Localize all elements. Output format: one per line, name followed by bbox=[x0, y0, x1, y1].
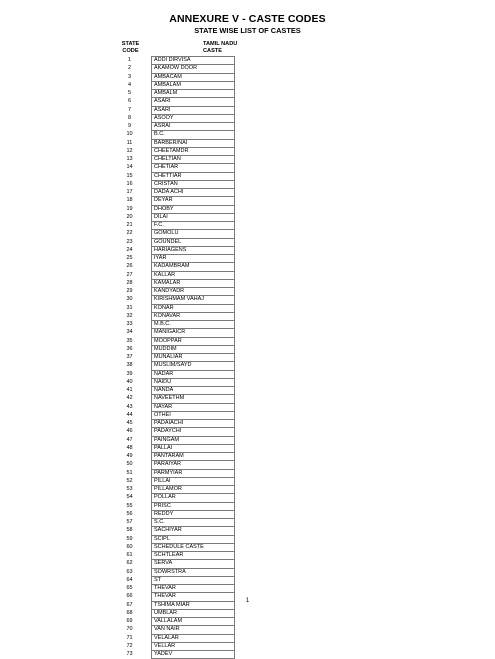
caste-name-cell: SOWRSTRA bbox=[152, 568, 235, 576]
caste-name-cell: DADA ACHI bbox=[152, 189, 235, 197]
caste-code-cell: 10 bbox=[126, 131, 133, 138]
table-row bbox=[108, 205, 235, 213]
caste-name-cell: NANDA bbox=[152, 387, 235, 395]
table-row bbox=[108, 469, 235, 477]
table-row bbox=[108, 337, 235, 345]
caste-code-cell: 33 bbox=[126, 321, 133, 328]
table-row bbox=[108, 189, 235, 197]
caste-name-cell: GOMOLU bbox=[152, 230, 235, 238]
caste-name-cell: NADAR bbox=[152, 370, 235, 378]
table-row bbox=[108, 73, 235, 81]
caste-name-cell: F.C. bbox=[152, 222, 235, 230]
caste-code-cell: 62 bbox=[126, 560, 133, 567]
table-row bbox=[108, 279, 235, 287]
caste-name-cell: BARBER/NAI bbox=[152, 139, 235, 147]
table-row bbox=[108, 436, 235, 444]
table-row bbox=[108, 354, 235, 362]
caste-name-cell: PILLAMOR bbox=[152, 486, 235, 494]
caste-name-cell: PADAYCHI bbox=[152, 428, 235, 436]
caste-code-cell: 46 bbox=[126, 428, 133, 435]
caste-name-cell: SCHEDULE CASTE bbox=[152, 543, 235, 551]
table-row bbox=[108, 98, 235, 106]
caste-code-cell: 56 bbox=[126, 510, 133, 517]
caste-code-cell: 27 bbox=[126, 271, 133, 278]
caste-name-cell: KALLAR bbox=[152, 271, 235, 279]
table-row bbox=[108, 90, 235, 98]
caste-name-cell: MUNALIAR bbox=[152, 354, 235, 362]
table-row bbox=[108, 552, 235, 560]
caste-name-cell: AMBALM bbox=[152, 90, 235, 98]
caste-name-cell: ASARI bbox=[152, 98, 235, 106]
table-row bbox=[108, 378, 235, 386]
caste-name-cell: AMBACAM bbox=[152, 73, 235, 81]
table-row bbox=[108, 263, 235, 271]
table-row bbox=[108, 642, 235, 650]
table-row bbox=[108, 222, 235, 230]
caste-name-cell: VELLAR bbox=[152, 642, 235, 650]
caste-name-cell: NAIDU bbox=[152, 378, 235, 386]
table-row bbox=[108, 527, 235, 535]
caste-code-cell: 70 bbox=[126, 626, 133, 633]
table-row bbox=[108, 395, 235, 403]
caste-code-cell: 55 bbox=[126, 502, 133, 509]
caste-name-cell: MOOPPAR bbox=[152, 337, 235, 345]
column-header-state-name: TAMIL NADU bbox=[203, 41, 238, 47]
caste-name-cell: POLLAR bbox=[152, 494, 235, 502]
caste-name-cell: KIRISHMAM VAHAJ bbox=[152, 296, 235, 304]
caste-name-cell: AKAMOW DOOR bbox=[152, 65, 235, 73]
caste-code-cell: 63 bbox=[126, 568, 133, 575]
caste-name-cell: CRISTAN bbox=[152, 180, 235, 188]
table-row bbox=[108, 329, 235, 337]
caste-name-cell: HARIAGENS bbox=[152, 246, 235, 254]
caste-name-cell: KONAVAR bbox=[152, 312, 235, 320]
caste-name-cell: PARAIYAR bbox=[152, 461, 235, 469]
caste-code-cell: 39 bbox=[126, 370, 133, 377]
caste-code-cell: 5 bbox=[127, 90, 132, 97]
caste-code-cell: 8 bbox=[127, 114, 132, 121]
caste-name-cell: PILLAI bbox=[152, 477, 235, 485]
caste-code-cell: 25 bbox=[126, 255, 133, 262]
caste-code-cell: 64 bbox=[126, 576, 133, 583]
caste-code-cell: 24 bbox=[126, 246, 133, 253]
caste-code-cell: 65 bbox=[126, 585, 133, 592]
caste-code-cell: 26 bbox=[126, 263, 133, 270]
caste-name-cell: UMBLAR bbox=[152, 609, 235, 617]
table-row bbox=[108, 403, 235, 411]
caste-code-cell: 2 bbox=[127, 65, 132, 72]
table-row bbox=[108, 387, 235, 395]
column-header-caste: CASTE bbox=[203, 48, 222, 54]
caste-name-cell: AMBALAM bbox=[152, 81, 235, 89]
caste-code-cell: 60 bbox=[126, 543, 133, 550]
table-row bbox=[108, 123, 235, 131]
column-header-state-code-line2: CODE bbox=[122, 48, 139, 54]
caste-code-cell: 30 bbox=[126, 296, 133, 303]
caste-code-cell: 38 bbox=[126, 362, 133, 369]
caste-name-cell: S.C. bbox=[152, 519, 235, 527]
table-row bbox=[108, 543, 235, 551]
caste-name-cell: ADDI DIRVISA bbox=[152, 57, 235, 65]
document-title: ANNEXURE V - CASTE CODES bbox=[169, 13, 326, 25]
caste-code-cell: 53 bbox=[126, 486, 133, 493]
caste-code-cell: 50 bbox=[126, 461, 133, 468]
table-row bbox=[108, 519, 235, 527]
table-row bbox=[108, 428, 235, 436]
caste-code-cell: 43 bbox=[126, 403, 133, 410]
table-row bbox=[108, 345, 235, 353]
table-row bbox=[108, 370, 235, 378]
caste-code-cell: 16 bbox=[126, 180, 133, 187]
table-row bbox=[108, 312, 235, 320]
caste-code-cell: 61 bbox=[126, 552, 133, 559]
caste-name-cell: PALLAI bbox=[152, 444, 235, 452]
caste-code-cell: 47 bbox=[126, 436, 133, 443]
caste-name-cell: DILAI bbox=[152, 213, 235, 221]
table-row bbox=[108, 271, 235, 279]
caste-code-cell: 54 bbox=[126, 494, 133, 501]
caste-code-cell: 15 bbox=[126, 172, 133, 179]
caste-code-cell: 31 bbox=[126, 304, 133, 311]
table-row bbox=[108, 131, 235, 139]
caste-code-cell: 73 bbox=[126, 651, 133, 658]
caste-name-cell: MANIGAICR bbox=[152, 329, 235, 337]
caste-code-cell: 29 bbox=[126, 288, 133, 295]
caste-code-cell: 32 bbox=[126, 312, 133, 319]
caste-name-cell: ST bbox=[152, 576, 235, 584]
caste-name-cell: CHEETAMDR bbox=[152, 147, 235, 155]
caste-name-cell: OTHEI bbox=[152, 411, 235, 419]
caste-code-cell: 48 bbox=[126, 444, 133, 451]
table-row bbox=[108, 576, 235, 584]
caste-code-cell: 68 bbox=[126, 609, 133, 616]
caste-name-cell: THEVAR bbox=[152, 593, 235, 601]
caste-name-cell: REDDY bbox=[152, 510, 235, 518]
caste-name-cell: ASRAI bbox=[152, 123, 235, 131]
table-row bbox=[108, 238, 235, 246]
caste-code-cell: 4 bbox=[127, 81, 132, 88]
caste-code-cell: 71 bbox=[126, 634, 133, 641]
caste-name-cell: SCHTLEAR bbox=[152, 552, 235, 560]
table-row bbox=[108, 486, 235, 494]
table-row bbox=[108, 626, 235, 634]
table-row bbox=[108, 535, 235, 543]
table-row bbox=[108, 147, 235, 155]
caste-code-cell: 21 bbox=[126, 222, 133, 229]
caste-code-cell: 69 bbox=[126, 618, 133, 625]
table-row bbox=[108, 197, 235, 205]
table-row bbox=[108, 420, 235, 428]
table-row bbox=[108, 321, 235, 329]
caste-name-cell: KADAMBRAM bbox=[152, 263, 235, 271]
table-row bbox=[108, 609, 235, 617]
table-row bbox=[108, 444, 235, 452]
table-row bbox=[108, 81, 235, 89]
document-subtitle: STATE WISE LIST OF CASTES bbox=[194, 26, 301, 35]
table-row bbox=[108, 362, 235, 370]
table-row bbox=[108, 172, 235, 180]
caste-code-cell: 23 bbox=[126, 238, 133, 245]
caste-name-cell: VALLALAM bbox=[152, 618, 235, 626]
caste-code-cell: 41 bbox=[126, 387, 133, 394]
caste-name-cell: KONAR bbox=[152, 304, 235, 312]
caste-code-cell: 40 bbox=[126, 378, 133, 385]
table-row bbox=[108, 477, 235, 485]
table-row bbox=[108, 156, 235, 164]
caste-code-cell: 37 bbox=[126, 354, 133, 361]
table-row bbox=[108, 494, 235, 502]
caste-codes-table bbox=[108, 56, 235, 659]
caste-code-cell: 22 bbox=[126, 230, 133, 237]
caste-code-cell: 72 bbox=[126, 642, 133, 649]
caste-name-cell: KANDYADR bbox=[152, 288, 235, 296]
caste-name-cell: PANTARAM bbox=[152, 453, 235, 461]
table-row bbox=[108, 618, 235, 626]
table-row bbox=[108, 230, 235, 238]
caste-name-cell: CHELTIAN bbox=[152, 156, 235, 164]
table-row bbox=[108, 634, 235, 642]
table-row bbox=[108, 585, 235, 593]
caste-code-cell: 17 bbox=[126, 189, 133, 196]
caste-name-cell: YADEV bbox=[152, 651, 235, 659]
caste-code-cell: 66 bbox=[126, 593, 133, 600]
table-row bbox=[108, 164, 235, 172]
caste-name-cell: SACHIYAR bbox=[152, 527, 235, 535]
caste-code-cell: 35 bbox=[126, 337, 133, 344]
caste-name-cell: TSHIMA MIAR bbox=[152, 601, 235, 609]
caste-name-cell: PAINGAM bbox=[152, 436, 235, 444]
caste-code-cell: 51 bbox=[126, 469, 133, 476]
table-row bbox=[108, 453, 235, 461]
caste-code-cell: 6 bbox=[127, 98, 132, 105]
caste-code-cell: 57 bbox=[126, 519, 133, 526]
table-row bbox=[108, 296, 235, 304]
caste-name-cell: MUDDIM bbox=[152, 345, 235, 353]
table-row bbox=[108, 139, 235, 147]
table-row bbox=[108, 57, 235, 65]
caste-name-cell: DHOBY bbox=[152, 205, 235, 213]
caste-code-cell: 1 bbox=[127, 57, 132, 64]
table-row bbox=[108, 568, 235, 576]
caste-name-cell: ASARI bbox=[152, 106, 235, 114]
caste-code-cell: 44 bbox=[126, 411, 133, 418]
caste-name-cell: THEVAR bbox=[152, 585, 235, 593]
caste-name-cell: NAVEETHM bbox=[152, 395, 235, 403]
caste-code-cell: 3 bbox=[127, 73, 132, 80]
table-row bbox=[108, 411, 235, 419]
table-row bbox=[108, 106, 235, 114]
caste-code-cell: 28 bbox=[126, 279, 133, 286]
caste-code-cell: 45 bbox=[126, 420, 133, 427]
caste-code-cell: 13 bbox=[126, 156, 133, 163]
caste-name-cell: IYAR bbox=[152, 255, 235, 263]
caste-code-cell: 18 bbox=[126, 197, 133, 204]
caste-code-cell: 59 bbox=[126, 535, 133, 542]
caste-name-cell: B.C. bbox=[152, 131, 235, 139]
table-row bbox=[108, 180, 235, 188]
table-row bbox=[108, 246, 235, 254]
caste-code-cell: 9 bbox=[127, 123, 132, 130]
caste-name-cell: SCIPL bbox=[152, 535, 235, 543]
caste-name-cell: VAN NAIR bbox=[152, 626, 235, 634]
caste-code-cell: 14 bbox=[126, 164, 133, 171]
caste-name-cell: M.B.C. bbox=[152, 321, 235, 329]
caste-code-cell: 67 bbox=[126, 601, 133, 608]
caste-code-cell: 19 bbox=[126, 205, 133, 212]
caste-code-cell: 58 bbox=[126, 527, 133, 534]
caste-code-cell: 49 bbox=[126, 453, 133, 460]
caste-code-cell: 12 bbox=[126, 147, 133, 154]
caste-name-cell: KAMALAR bbox=[152, 279, 235, 287]
table-row bbox=[108, 461, 235, 469]
column-header-state-code-line1: STATE bbox=[121, 41, 140, 47]
table-row bbox=[108, 651, 235, 659]
caste-name-cell: NAYAR bbox=[152, 403, 235, 411]
table-row bbox=[108, 213, 235, 221]
caste-name-cell: ASOOY bbox=[152, 114, 235, 122]
caste-name-cell: PADAIACHI bbox=[152, 420, 235, 428]
table-row bbox=[108, 304, 235, 312]
caste-code-cell: 52 bbox=[126, 477, 133, 484]
table-row bbox=[108, 114, 235, 122]
caste-code-cell: 36 bbox=[126, 345, 133, 352]
page-number: 1 bbox=[245, 598, 250, 604]
caste-code-cell: 34 bbox=[126, 329, 133, 336]
caste-code-cell: 42 bbox=[126, 395, 133, 402]
caste-name-cell: VELALAR bbox=[152, 634, 235, 642]
caste-name-cell: MUSLIM/SAYD bbox=[152, 362, 235, 370]
table-row bbox=[108, 255, 235, 263]
table-row bbox=[108, 502, 235, 510]
table-row bbox=[108, 65, 235, 73]
caste-name-cell: PARMYIAR bbox=[152, 469, 235, 477]
caste-code-cell: 7 bbox=[127, 106, 132, 113]
table-row bbox=[108, 560, 235, 568]
table-row bbox=[108, 510, 235, 518]
caste-name-cell: PRISC bbox=[152, 502, 235, 510]
table-row bbox=[108, 288, 235, 296]
caste-name-cell: CHETIAR bbox=[152, 164, 235, 172]
caste-name-cell: CHETTIAR bbox=[152, 172, 235, 180]
caste-code-cell: 20 bbox=[126, 213, 133, 220]
caste-name-cell: DEYAR bbox=[152, 197, 235, 205]
caste-code-cell: 11 bbox=[126, 139, 133, 146]
caste-name-cell: SERVA bbox=[152, 560, 235, 568]
caste-name-cell: GOUNDEL bbox=[152, 238, 235, 246]
